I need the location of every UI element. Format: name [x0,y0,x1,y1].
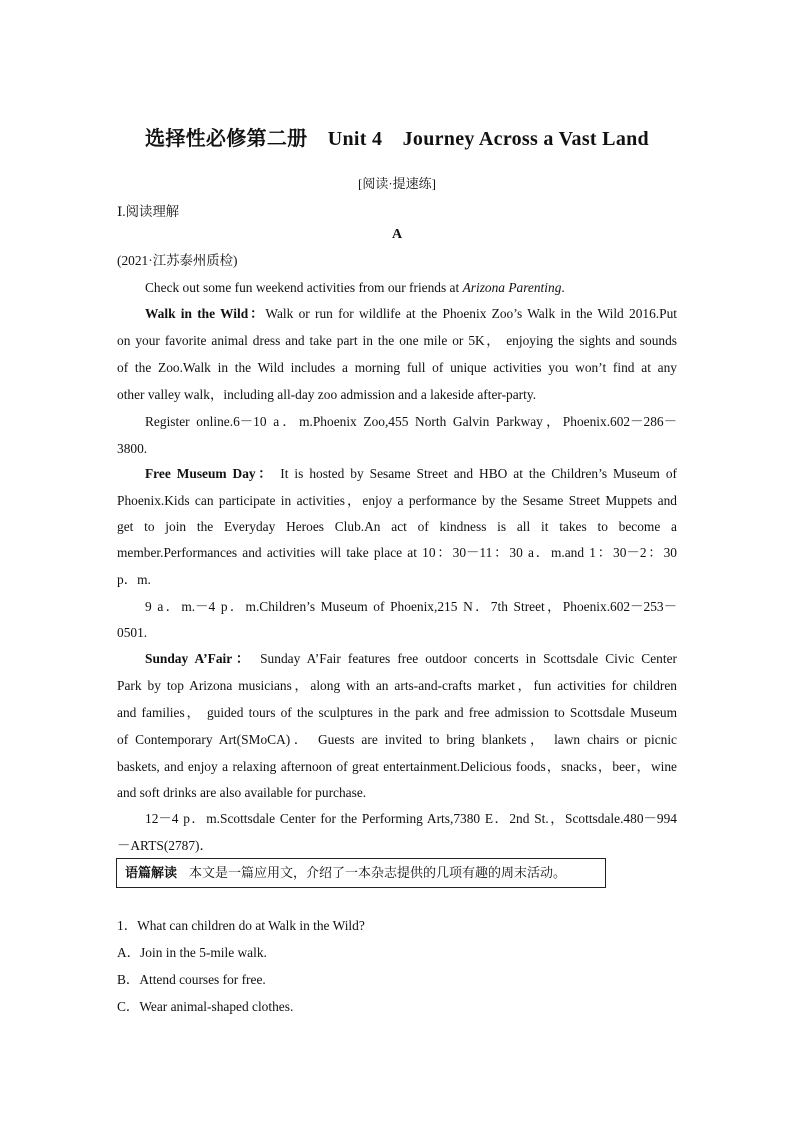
p3-line-2: Park by top Arizona musicians，along with an arts-and-crafts market，fun activities for children [117,678,677,693]
p3-text-1: Sunday A’Fair features free outdoor concerts in Scottsdale Civic Center [253,651,677,666]
intro-magazine: Arizona Parenting [462,280,562,295]
p1-line-1 [145,304,677,323]
note-label: 语篇解读 [125,865,178,880]
p2-line-4: member.Performances and activities will take place at 10：30－11：30 a．m.and 1：30－2：30 [117,545,677,560]
p3-line-4: of Contemporary Art(SMoCA)． Guests are invited to bring blankets， lawn chairs or picnic [117,732,677,747]
intro-line [145,278,677,297]
question-option-c: C．Wear animal-shaped clothes. [117,999,294,1014]
section-heading: Ⅰ.阅读理解 [117,204,180,219]
p1-line-2: on your favorite animal dress and take part in the one mile or 5K， enjoying the sights and sounds [117,333,677,348]
p1-text-1: Walk or run for wildlife at the Phoenix Zoo’s Walk in the Wild 2016.Put [265,306,677,321]
intro-suffix: . [561,280,565,295]
passage-label: A [391,227,403,242]
p3-label: Sunday A’Fair： [145,651,254,666]
discourse-note-box [116,858,606,888]
p1-label: Walk in the Wild： [145,306,266,321]
p2-label: Free Museum Day： [145,466,275,481]
p3-line-1 [145,649,677,668]
p1-register-2: 3800. [117,441,148,456]
source-note: (2021·江苏泰州质检) [117,253,238,268]
p2-line-3: get to join the Everyday Heroes Club.An act of kindness is all it takes to become a [117,519,677,534]
question-stem: 1．What can children do at Walk in the Wild? [117,918,365,933]
p3-line-3: and families， guided tours of the sculptures in the park and free admission to Scottsdale Museum [117,705,677,720]
p2-line-5: p．m. [117,572,151,587]
question-option-a: A．Join in the 5-mile walk. [117,945,267,960]
p2-text-1: It is hosted by Sesame Street and HBO at the Children’s Museum of [274,466,678,481]
intro-prefix: Check out some fun weekend activities from our friends at [145,280,463,295]
p3-line-5: baskets, and enjoy a relaxing afternoon of great entertainment.Delicious foods，snacks，beer，wine [117,759,677,774]
p1-line-3: of the Zoo.Walk in the Wild includes a morning full of unique activities you won’t find at any [117,360,677,375]
p3-register-1: 12－4 p．m.Scottsdale Center for the Performing Arts,7380 E．2nd St.，Scottsdale.480－994 [145,811,677,826]
note-text: 本文是一篇应用文，介绍了一本杂志提供的几项有趣的周末活动。 [189,865,567,880]
p1-line-4: other valley walk，including all-day zoo admission and a lakeside after-party. [117,387,537,402]
p2-line-2: Phoenix.Kids can participate in activities，enjoy a performance by the Sesame Street Muppets and [117,493,677,508]
page-title: 选择性必修第二册 Unit 4 Journey Across a Vast Land [145,128,649,150]
question-option-b: B．Attend courses for free. [117,972,266,987]
p2-register-2: 0501. [117,625,148,640]
page-subtitle: [阅读·提速练] [358,176,436,191]
p3-line-6: and soft drinks are also available for purchase. [117,785,367,800]
p3-register-2: －ARTS(2787)． [117,838,213,853]
p2-register-1: 9 a．m.－4 p．m.Children’s Museum of Phoenix,215 N．7th Street，Phoenix.602－253－ [145,599,677,614]
p2-line-1 [145,464,677,483]
p1-register-1: Register online.6－10 a．m.Phoenix Zoo,455 North Galvin Parkway，Phoenix.602－286－ [145,414,677,429]
